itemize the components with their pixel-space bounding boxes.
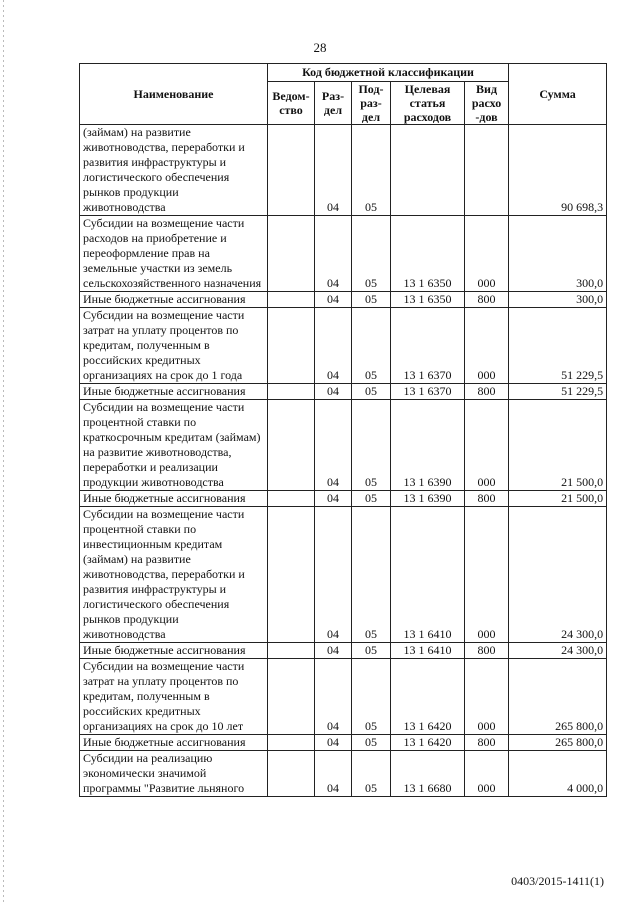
- table-row: [80, 125, 607, 216]
- row-name: Субсидии на возмещение части процентной ставки по инвестиционным кредитам (займам) на развитие животноводства, переработки и развития инфраструктуры и логистического обеспечения рынков продукции животноводства: [80, 507, 268, 643]
- header-dept: Ведом-ство: [268, 82, 315, 125]
- row-sum: 4 000,0: [509, 751, 607, 797]
- row-razdel: 04: [315, 400, 352, 491]
- row-sum: 21 500,0: [509, 400, 607, 491]
- row-razdel: 04: [315, 216, 352, 292]
- row-vid: 000: [465, 216, 509, 292]
- row-target: 13 1 6410: [391, 643, 465, 659]
- row-sum: 21 500,0: [509, 491, 607, 507]
- row-target: 13 1 6370: [391, 384, 465, 400]
- row-dept: [268, 751, 315, 797]
- row-sum: 90 698,3: [509, 125, 607, 216]
- row-razdel: 04: [315, 643, 352, 659]
- row-target: 13 1 6420: [391, 659, 465, 735]
- header-razdel: Раз-дел: [315, 82, 352, 125]
- row-name: (займам) на развитие животноводства, переработки и развития инфраструктуры и логистического обеспечения рынков продукции животноводства: [80, 125, 268, 216]
- row-razdel: 04: [315, 491, 352, 507]
- row-vid: [465, 125, 509, 216]
- row-dept: [268, 643, 315, 659]
- row-vid: 800: [465, 491, 509, 507]
- row-sum: 51 229,5: [509, 308, 607, 384]
- row-razdel: 04: [315, 292, 352, 308]
- table-row: [80, 659, 607, 735]
- header-name: Наименование: [80, 64, 268, 125]
- row-sum: 51 229,5: [509, 384, 607, 400]
- row-razdel: 04: [315, 384, 352, 400]
- row-target: 13 1 6410: [391, 507, 465, 643]
- row-podrazdel: 05: [352, 400, 391, 491]
- row-podrazdel: 05: [352, 507, 391, 643]
- row-vid: 000: [465, 507, 509, 643]
- row-target: [391, 125, 465, 216]
- scan-edge: [3, 0, 4, 905]
- row-podrazdel: 05: [352, 216, 391, 292]
- row-dept: [268, 735, 315, 751]
- row-target: 13 1 6390: [391, 400, 465, 491]
- row-dept: [268, 659, 315, 735]
- row-razdel: 04: [315, 735, 352, 751]
- row-target: 13 1 6390: [391, 491, 465, 507]
- row-vid: 000: [465, 751, 509, 797]
- document-code: 0403/2015-1411(1): [511, 874, 604, 888]
- row-dept: [268, 125, 315, 216]
- row-podrazdel: 05: [352, 292, 391, 308]
- row-razdel: 04: [315, 125, 352, 216]
- header-podrazdel: Под-раз-дел: [352, 82, 391, 125]
- row-dept: [268, 400, 315, 491]
- row-dept: [268, 292, 315, 308]
- header-vid: Вид расхо -дов: [465, 82, 509, 125]
- table-row: [80, 491, 607, 507]
- row-name: Иные бюджетные ассигнования: [80, 384, 268, 400]
- row-target: 13 1 6370: [391, 308, 465, 384]
- row-vid: 000: [465, 400, 509, 491]
- row-sum: 265 800,0: [509, 735, 607, 751]
- row-vid: 000: [465, 659, 509, 735]
- row-podrazdel: 05: [352, 384, 391, 400]
- header-sum: Сумма: [509, 64, 607, 125]
- row-vid: 800: [465, 735, 509, 751]
- header-target: Целевая статья расходов: [391, 82, 465, 125]
- table-row: [80, 400, 607, 491]
- row-razdel: 04: [315, 751, 352, 797]
- row-dept: [268, 308, 315, 384]
- table-row: [80, 384, 607, 400]
- row-vid: 800: [465, 384, 509, 400]
- row-sum: 300,0: [509, 292, 607, 308]
- row-name: Субсидии на возмещение части затрат на уплату процентов по кредитам, полученным в российских кредитных организациях на срок до 10 лет: [80, 659, 268, 735]
- page-number: 28: [313, 40, 327, 55]
- row-vid: 000: [465, 308, 509, 384]
- row-razdel: 04: [315, 659, 352, 735]
- row-razdel: 04: [315, 308, 352, 384]
- row-podrazdel: 05: [352, 751, 391, 797]
- header-code-group: Код бюджетной классификации: [268, 64, 509, 82]
- table-row: [80, 643, 607, 659]
- row-target: 13 1 6420: [391, 735, 465, 751]
- table-row: [80, 292, 607, 308]
- row-target: 13 1 6680: [391, 751, 465, 797]
- row-target: 13 1 6350: [391, 216, 465, 292]
- row-name: Субсидии на возмещение части затрат на уплату процентов по кредитам, полученным в российских кредитных организациях на срок до 1 года: [80, 308, 268, 384]
- table-row: [80, 735, 607, 751]
- row-sum: 24 300,0: [509, 507, 607, 643]
- table-body: [80, 125, 607, 797]
- row-name: Иные бюджетные ассигнования: [80, 292, 268, 308]
- row-name: Иные бюджетные ассигнования: [80, 735, 268, 751]
- row-vid: 800: [465, 643, 509, 659]
- row-podrazdel: 05: [352, 491, 391, 507]
- row-podrazdel: 05: [352, 643, 391, 659]
- row-sum: 300,0: [509, 216, 607, 292]
- row-target: 13 1 6350: [391, 292, 465, 308]
- table-row: [80, 751, 607, 797]
- row-name: Субсидии на возмещение части расходов на приобретение и переоформление прав на земельные участки из земель сельскохозяйственного назначения: [80, 216, 268, 292]
- row-name: Субсидии на возмещение части процентной ставки по краткосрочным кредитам (займам) на развитие животноводства, переработки и реализации продукции животноводства: [80, 400, 268, 491]
- budget-table: [79, 63, 607, 797]
- row-dept: [268, 491, 315, 507]
- row-sum: 24 300,0: [509, 643, 607, 659]
- row-dept: [268, 384, 315, 400]
- table-row: [80, 216, 607, 292]
- table-row: [80, 507, 607, 643]
- row-podrazdel: 05: [352, 659, 391, 735]
- row-vid: 800: [465, 292, 509, 308]
- row-razdel: 04: [315, 507, 352, 643]
- row-dept: [268, 216, 315, 292]
- row-podrazdel: 05: [352, 735, 391, 751]
- row-name: Субсидии на реализацию экономически значимой программы "Развитие льняного: [80, 751, 268, 797]
- row-sum: 265 800,0: [509, 659, 607, 735]
- row-dept: [268, 507, 315, 643]
- table-row: [80, 308, 607, 384]
- row-podrazdel: 05: [352, 125, 391, 216]
- row-name: Иные бюджетные ассигнования: [80, 491, 268, 507]
- row-name: Иные бюджетные ассигнования: [80, 643, 268, 659]
- row-podrazdel: 05: [352, 308, 391, 384]
